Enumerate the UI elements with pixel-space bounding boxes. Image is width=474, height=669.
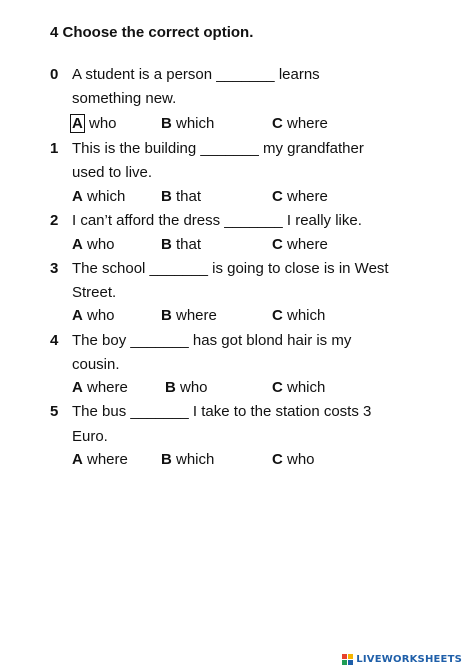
option-text: where [82, 451, 128, 468]
question-1-option-c[interactable] [272, 188, 328, 206]
selected-option-box[interactable]: A [72, 115, 83, 132]
option-text: where [171, 307, 217, 324]
question-1-number: 1 [50, 140, 59, 157]
option-text: where [82, 379, 128, 396]
option-letter: B [161, 236, 172, 253]
option-text: who [82, 307, 115, 324]
question-1-option-b[interactable] [161, 188, 201, 206]
question-4-option-a[interactable] [72, 379, 128, 397]
liveworksheets-logo [342, 654, 462, 665]
option-letter: B [161, 115, 172, 132]
question-1-option-a[interactable] [72, 188, 125, 206]
question-0-option-c[interactable] [272, 115, 328, 133]
option-letter: A [72, 188, 83, 205]
option-letter: A [72, 451, 83, 468]
question-5-text-line2: Euro. [72, 428, 108, 445]
option-letter: A [72, 379, 83, 396]
question-0-text-line1: A student is a person _______ learns [72, 66, 320, 83]
option-text: which [171, 451, 215, 468]
question-0-option-b[interactable] [161, 115, 214, 133]
question-1-text-line1: This is the building _______ my grandfather [72, 140, 364, 157]
question-2-option-b[interactable] [161, 236, 201, 254]
option-letter: C [272, 188, 283, 205]
question-2-option-a[interactable] [72, 236, 115, 254]
option-text: that [171, 188, 202, 205]
question-0-text-line2: something new. [72, 90, 177, 107]
logo-text: LIVEWORKSHEETS [356, 654, 462, 665]
option-text: who [282, 451, 315, 468]
option-text: which [282, 379, 326, 396]
question-3-option-a[interactable] [72, 307, 115, 325]
question-0-number: 0 [50, 66, 59, 83]
option-letter: B [161, 188, 172, 205]
option-text: who [175, 379, 208, 396]
option-text: which [171, 115, 215, 132]
question-3-text-line1: The school _______ is going to close is in West [72, 260, 389, 277]
question-1-text-line2: used to live. [72, 164, 153, 181]
option-text: that [171, 236, 202, 253]
question-5-number: 5 [50, 403, 59, 420]
question-4-number: 4 [50, 332, 59, 349]
option-letter: C [272, 451, 283, 468]
question-3-option-b[interactable] [161, 307, 217, 325]
option-text: where [282, 115, 328, 132]
question-2-text-line1: I can’t afford the dress _______ I really like. [72, 212, 362, 229]
option-letter: A [72, 307, 83, 324]
option-text: which [282, 307, 326, 324]
question-2-number: 2 [50, 212, 59, 229]
question-5-option-b[interactable] [161, 451, 214, 469]
option-letter: B [161, 307, 172, 324]
question-2-option-c[interactable] [272, 236, 328, 254]
option-letter: C [272, 236, 283, 253]
option-text: where [282, 236, 328, 253]
option-letter: C [272, 307, 283, 324]
question-4-option-c[interactable] [272, 379, 325, 397]
question-5-option-a[interactable] [72, 451, 128, 469]
option-text: which [82, 188, 126, 205]
question-0-option-a[interactable] [72, 115, 117, 133]
option-letter: B [161, 451, 172, 468]
option-letter: B [165, 379, 176, 396]
option-letter: C [272, 115, 283, 132]
option-text: where [282, 188, 328, 205]
question-5-text-line1: The bus _______ I take to the station costs 3 [72, 403, 372, 420]
option-text: who [82, 236, 115, 253]
question-4-text-line1: The boy _______ has got blond hair is my [72, 332, 352, 349]
option-letter: A [72, 236, 83, 253]
question-4-option-b[interactable] [165, 379, 208, 397]
option-text: who [84, 115, 117, 132]
exercise-title: 4 Choose the correct option. [50, 24, 254, 41]
logo-mark-icon [342, 654, 353, 665]
question-3-number: 3 [50, 260, 59, 277]
question-3-option-c[interactable] [272, 307, 325, 325]
question-5-option-c[interactable] [272, 451, 315, 469]
option-letter: C [272, 379, 283, 396]
question-3-text-line2: Street. [72, 284, 117, 301]
question-4-text-line2: cousin. [72, 356, 120, 373]
